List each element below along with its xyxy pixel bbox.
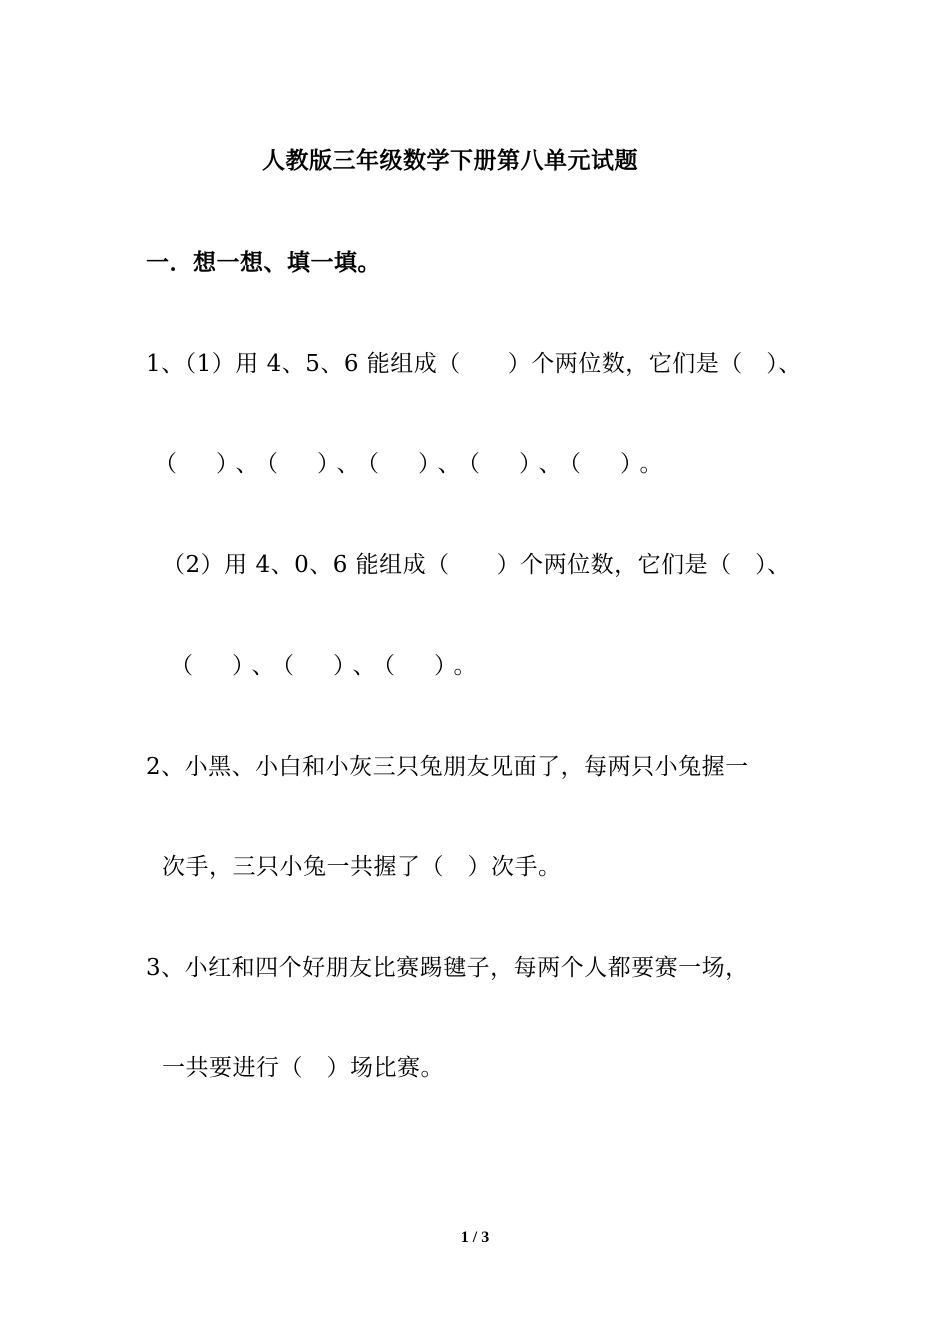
question-1-part-1-line-1: 1、（1）用 4、5、6 能组成（ ）个两位数，它们是（ ）、 <box>146 351 802 377</box>
question-1-part-2-line-1: （2）用 4、0、6 能组成（ ）个两位数，它们是（ ）、 <box>162 552 791 578</box>
question-2-line-2: 次手，三只小兔一共握了（ ）次手。 <box>162 854 562 880</box>
page-number: 1 / 3 <box>460 1229 490 1246</box>
question-1-part-1-line-2: （ ）、（ ）、（ ）、（ ）、（ ）。 <box>154 451 671 477</box>
question-3-line-2: 一共要进行（ ）场比赛。 <box>162 1055 444 1081</box>
question-3-line-1: 3、小红和四个好朋友比赛踢毽子，每两个人都要赛一场， <box>146 955 749 981</box>
section-heading: 一．想一想、填一填。 <box>146 250 381 276</box>
question-2-line-1: 2、小黑、小白和小灰三只兔朋友见面了，每两只小兔握一 <box>146 754 749 780</box>
document-title: 人教版三年级数学下册第八单元试题 <box>262 148 638 174</box>
question-1-part-2-line-2: （ ）、（ ）、（ ）。 <box>170 653 485 679</box>
